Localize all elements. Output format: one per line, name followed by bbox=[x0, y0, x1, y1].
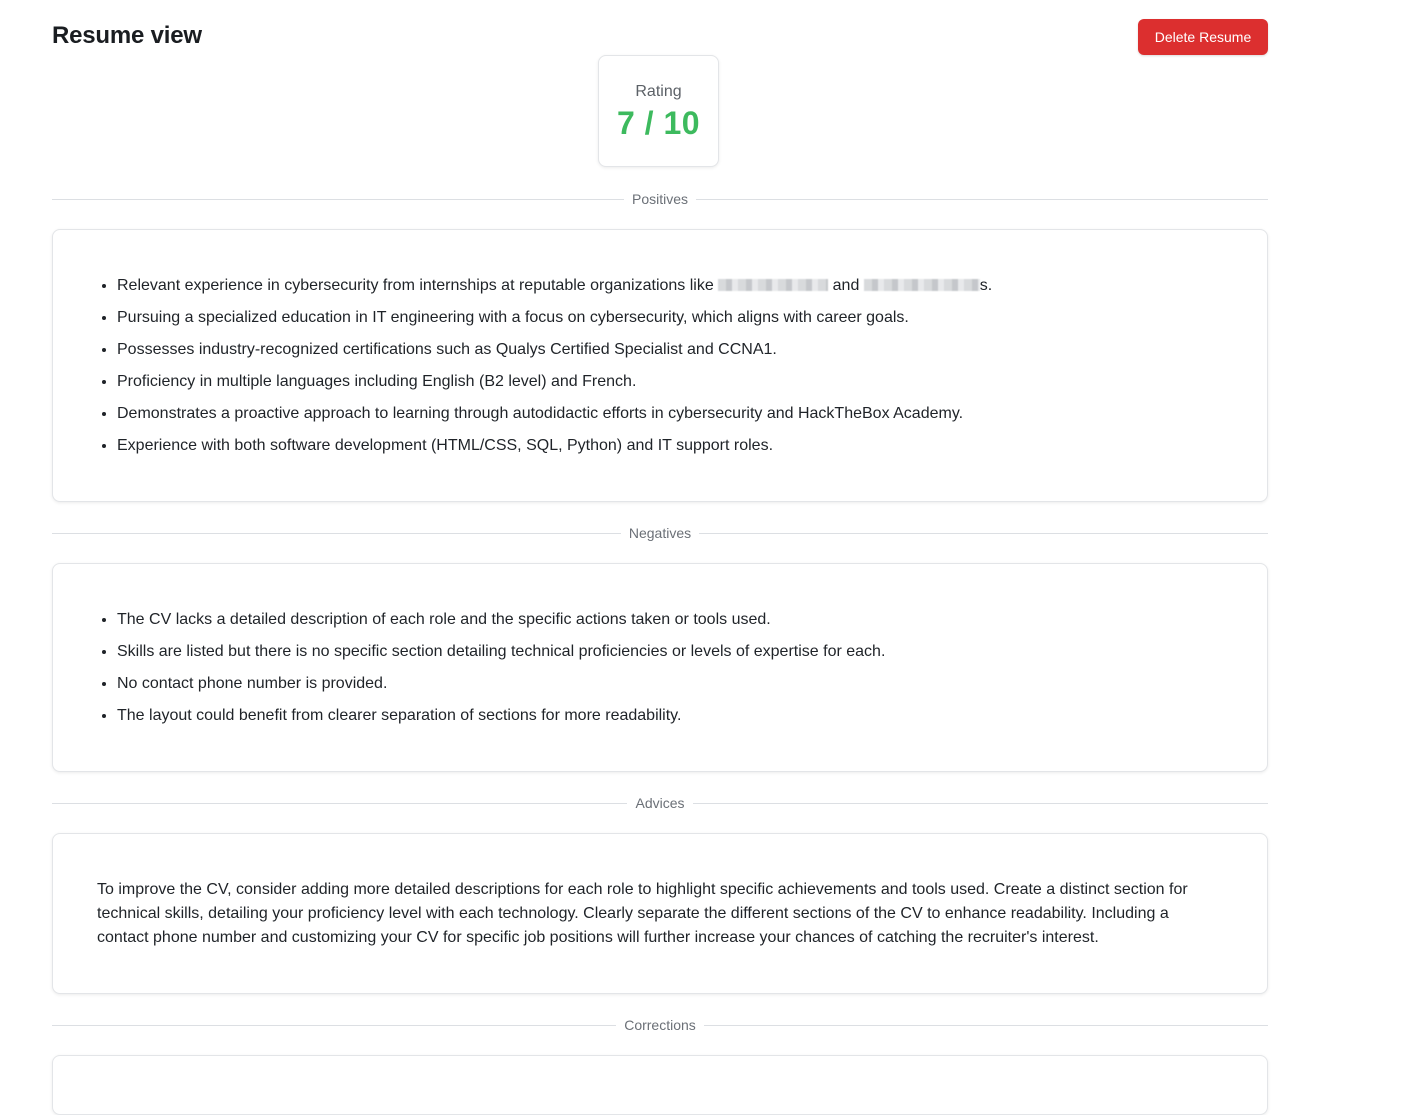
list-item: • Experience with both software development (HTML/CSS, SQL, Python) and IT support roles. bbox=[117, 430, 1267, 462]
list-item: • No contact phone number is provided. bbox=[117, 668, 1267, 700]
corrections-card bbox=[52, 1055, 1268, 1115]
list-item: • Relevant experience in cybersecurity from internships at reputable organizations like and s. bbox=[117, 270, 1267, 302]
negatives-heading: Negatives bbox=[628, 525, 692, 541]
redacted-text bbox=[718, 279, 828, 291]
positives-heading: Positives bbox=[631, 191, 689, 207]
list-item: • Possesses industry-recognized certifications such as Qualys Certified Specialist and CCNA1. bbox=[117, 334, 1267, 366]
list-item: • The CV lacks a detailed description of each role and the specific actions taken or tools used. bbox=[117, 604, 1267, 636]
list-item: • Proficiency in multiple languages including English (B2 level) and French. bbox=[117, 366, 1267, 398]
negatives-card bbox=[52, 563, 1268, 772]
rating-label: Rating bbox=[635, 83, 682, 100]
advices-text: To improve the CV, consider adding more detailed descriptions for each role to highlight specific achievements and tools used. Create a distinct section for technical skills, detailing your proficiency level with each technology. Clearly separate the different sections of the CV to enhance readability. Including a contact phone number and customizing your CV for specific job positions will further increase your chances of catching the recruiter's interest. bbox=[97, 881, 1188, 946]
redacted-text bbox=[864, 279, 980, 291]
delete-resume-button[interactable]: Delete Resume bbox=[1138, 19, 1268, 55]
page-title: Resume view bbox=[52, 22, 202, 49]
list-item: • The layout could benefit from clearer separation of sections for more readability. bbox=[117, 700, 1267, 732]
corrections-heading: Corrections bbox=[624, 1017, 696, 1033]
list-item: • Pursuing a specialized education in IT engineering with a focus on cybersecurity, which aligns with career goals. bbox=[117, 302, 1267, 334]
advices-card bbox=[52, 833, 1268, 994]
positives-divider bbox=[52, 189, 1268, 209]
rating-card bbox=[598, 55, 719, 167]
negatives-divider bbox=[52, 523, 1268, 543]
negatives-list bbox=[53, 604, 1267, 732]
advices-divider bbox=[52, 793, 1268, 813]
list-item: • Skills are listed but there is no specific section detailing technical proficiencies or levels of expertise for each. bbox=[117, 636, 1267, 668]
corrections-divider bbox=[52, 1015, 1268, 1035]
positives-list bbox=[53, 270, 1267, 462]
rating-value: 7 / 10 bbox=[616, 105, 701, 141]
positives-card bbox=[52, 229, 1268, 502]
advices-heading: Advices bbox=[635, 795, 685, 811]
list-item: • Demonstrates a proactive approach to learning through autodidactic efforts in cybersecurity and HackTheBox Academy. bbox=[117, 398, 1267, 430]
